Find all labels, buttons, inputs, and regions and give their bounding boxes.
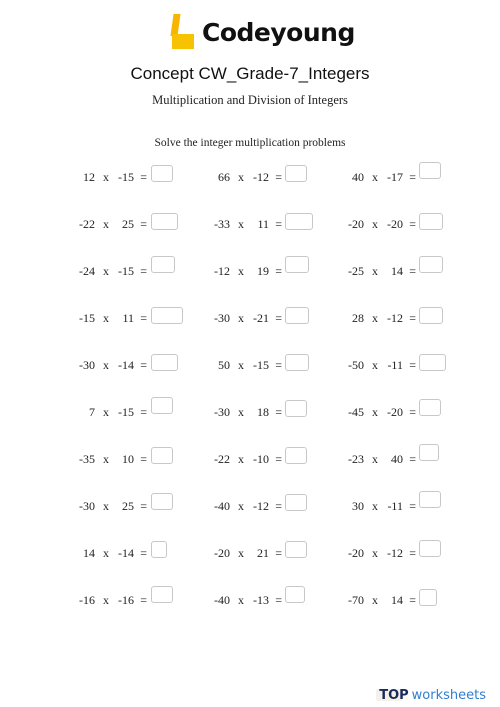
operator-x: x [238,499,244,513]
answer-box[interactable] [285,213,313,230]
equals-sign: = [140,546,147,560]
answer-box[interactable] [285,354,309,371]
equals-sign: = [140,311,147,325]
problem-expression [316,355,416,375]
operand-b: 11 [257,217,269,231]
problem-expression [47,261,147,281]
problem-expression [47,496,147,516]
problem-item [316,402,416,422]
equals-sign: = [275,405,282,419]
answer-box[interactable] [151,397,173,414]
operand-a: 40 [352,170,364,184]
operator-x: x [238,405,244,419]
equals-sign: = [275,170,282,184]
operand-b: -15 [118,405,134,419]
problem-item [182,449,282,469]
equals-sign: = [275,264,282,278]
problem-expression [47,543,147,563]
operand-a: 7 [89,405,95,419]
problem-item [316,214,416,234]
equals-sign: = [140,405,147,419]
problem-expression [316,167,416,187]
answer-box[interactable] [419,307,443,324]
brand-name: Codeyoung [202,17,355,47]
equals-sign: = [275,217,282,231]
footer-top-label: TOP [379,688,409,703]
problem-expression [316,402,416,422]
equals-sign: = [275,311,282,325]
problem-expression [316,214,416,234]
problem-item [47,308,147,328]
operand-a: 14 [83,546,95,560]
operand-b: -20 [387,217,403,231]
problem-expression [47,449,147,469]
operator-x: x [238,170,244,184]
operator-x: x [103,499,109,513]
answer-box[interactable] [419,162,441,179]
problem-expression [182,308,282,328]
operand-b: 10 [122,452,134,466]
instructions: Solve the integer multiplication problems [154,137,346,149]
equals-sign: = [409,405,416,419]
problem-item [47,496,147,516]
equals-sign: = [140,170,147,184]
answer-box[interactable] [419,540,441,557]
operand-a: -70 [348,593,364,607]
equals-sign: = [409,499,416,513]
operator-x: x [238,452,244,466]
answer-box[interactable] [151,586,173,603]
operand-a: -30 [214,405,230,419]
problem-expression [182,261,282,281]
problem-item [182,308,282,328]
problem-expression [182,449,282,469]
operand-a: 66 [218,170,230,184]
answer-box[interactable] [419,399,441,416]
answer-box[interactable] [285,307,309,324]
operand-b: -17 [387,170,403,184]
problem-item [316,543,416,563]
problem-item [47,449,147,469]
equals-sign: = [140,264,147,278]
answer-box[interactable] [419,354,446,371]
operand-b: -15 [118,170,134,184]
equals-sign: = [275,358,282,372]
problem-expression [182,214,282,234]
problem-item [47,261,147,281]
operand-a: -25 [348,264,364,278]
operand-a: -20 [348,217,364,231]
operator-x: x [372,358,378,372]
operand-a: -45 [348,405,364,419]
problem-expression [47,402,147,422]
operand-a: -12 [214,264,230,278]
operand-b: 14 [391,264,403,278]
problem-item [316,449,416,469]
equals-sign: = [275,452,282,466]
problem-expression [182,355,282,375]
operator-x: x [103,217,109,231]
operator-x: x [103,593,109,607]
equals-sign: = [140,593,147,607]
operand-b: 40 [391,452,403,466]
answer-box[interactable] [285,447,307,464]
operand-b: -14 [118,546,134,560]
answer-box[interactable] [151,307,183,324]
operand-b: -12 [387,311,403,325]
operand-a: 50 [218,358,230,372]
answer-box[interactable] [151,541,167,558]
operand-a: -22 [79,217,95,231]
operator-x: x [103,311,109,325]
problem-expression [182,543,282,563]
operand-b: -12 [387,546,403,560]
operand-b: -16 [118,593,134,607]
answer-box[interactable] [419,213,443,230]
answer-box[interactable] [285,400,307,417]
operand-b: 19 [257,264,269,278]
footer-brand [379,688,486,703]
operand-a: -33 [214,217,230,231]
problem-expression [182,402,282,422]
operator-x: x [372,405,378,419]
operator-x: x [372,217,378,231]
operand-a: -24 [79,264,95,278]
footer-worksheets-label: worksheets [411,688,486,703]
operator-x: x [372,452,378,466]
answer-box[interactable] [285,256,309,273]
operand-b: -15 [253,358,269,372]
problem-item [182,261,282,281]
operand-a: 12 [83,170,95,184]
problem-expression [316,261,416,281]
operator-x: x [103,358,109,372]
operator-x: x [372,264,378,278]
operand-b: -20 [387,405,403,419]
operand-a: -22 [214,452,230,466]
operand-a: 28 [352,311,364,325]
operator-x: x [238,358,244,372]
operator-x: x [103,170,109,184]
operand-b: 11 [122,311,134,325]
operand-a: -50 [348,358,364,372]
answer-box[interactable] [419,491,441,508]
problem-expression [316,449,416,469]
operator-x: x [372,546,378,560]
problem-item [182,355,282,375]
problem-item [47,590,147,610]
answer-box[interactable] [151,493,173,510]
operator-x: x [103,405,109,419]
equals-sign: = [409,452,416,466]
operand-b: 14 [391,593,403,607]
operator-x: x [372,170,378,184]
operand-b: -12 [253,170,269,184]
operand-a: 30 [352,499,364,513]
operator-x: x [238,593,244,607]
problem-expression [316,308,416,328]
equals-sign: = [409,264,416,278]
problem-item [316,590,416,610]
equals-sign: = [409,358,416,372]
problem-expression [47,214,147,234]
operand-a: -20 [214,546,230,560]
equals-sign: = [140,499,147,513]
problem-item [182,402,282,422]
problem-expression [182,590,282,610]
problem-expression [182,496,282,516]
answer-box[interactable] [285,541,307,558]
problem-item [47,402,147,422]
operand-a: -40 [214,499,230,513]
page-subtitle: Multiplication and Division of Integers [152,93,348,107]
answer-box[interactable] [285,165,307,182]
operand-b: -15 [118,264,134,278]
operand-a: -15 [79,311,95,325]
problem-item [47,214,147,234]
problem-item [316,261,416,281]
problem-item [316,355,416,375]
operator-x: x [372,311,378,325]
operand-b: -13 [253,593,269,607]
codeyoung-logo-icon [170,14,196,50]
operand-b: -11 [387,499,403,513]
problem-item [182,496,282,516]
equals-sign: = [275,593,282,607]
problem-item [316,167,416,187]
equals-sign: = [140,358,147,372]
operand-a: -20 [348,546,364,560]
answer-box[interactable] [285,586,305,603]
problem-item [47,355,147,375]
operand-a: -16 [79,593,95,607]
operator-x: x [103,264,109,278]
problem-expression [47,355,147,375]
operand-a: -35 [79,452,95,466]
answer-box[interactable] [151,354,178,371]
operand-a: -23 [348,452,364,466]
problem-item [182,167,282,187]
operand-a: -30 [79,499,95,513]
operand-b: -21 [253,311,269,325]
answer-box[interactable] [419,444,439,461]
operator-x: x [238,217,244,231]
answer-box[interactable] [285,494,307,511]
operand-b: 25 [122,499,134,513]
equals-sign: = [275,546,282,560]
answer-box[interactable] [419,589,437,606]
problem-item [47,543,147,563]
operand-b: 25 [122,217,134,231]
equals-sign: = [409,170,416,184]
answer-box[interactable] [151,213,178,230]
brand-logo [170,12,355,52]
answer-box[interactable] [151,256,175,273]
answer-box[interactable] [419,256,443,273]
page-title: Concept CW_Grade-7_Integers [130,64,370,83]
operator-x: x [103,452,109,466]
operand-b: -12 [253,499,269,513]
operator-x: x [238,311,244,325]
operator-x: x [238,264,244,278]
equals-sign: = [409,546,416,560]
equals-sign: = [275,499,282,513]
operator-x: x [103,546,109,560]
problem-item [182,590,282,610]
operand-b: 18 [257,405,269,419]
equals-sign: = [409,593,416,607]
problem-expression [182,167,282,187]
operand-b: -11 [387,358,403,372]
equals-sign: = [409,217,416,231]
operand-a: -30 [214,311,230,325]
operator-x: x [372,593,378,607]
operator-x: x [372,499,378,513]
problem-expression [47,590,147,610]
operand-a: -40 [214,593,230,607]
problem-item [182,214,282,234]
equals-sign: = [140,452,147,466]
equals-sign: = [409,311,416,325]
operand-b: 21 [257,546,269,560]
answer-box[interactable] [151,447,173,464]
operator-x: x [238,546,244,560]
problem-item [182,543,282,563]
problem-item [316,496,416,516]
problem-expression [47,308,147,328]
answer-box[interactable] [151,165,173,182]
problem-expression [316,590,416,610]
problem-item [47,167,147,187]
operand-a: -30 [79,358,95,372]
operand-b: -10 [253,452,269,466]
problem-expression [316,496,416,516]
problem-expression [316,543,416,563]
equals-sign: = [140,217,147,231]
problem-expression [47,167,147,187]
operand-b: -14 [118,358,134,372]
problem-item [316,308,416,328]
